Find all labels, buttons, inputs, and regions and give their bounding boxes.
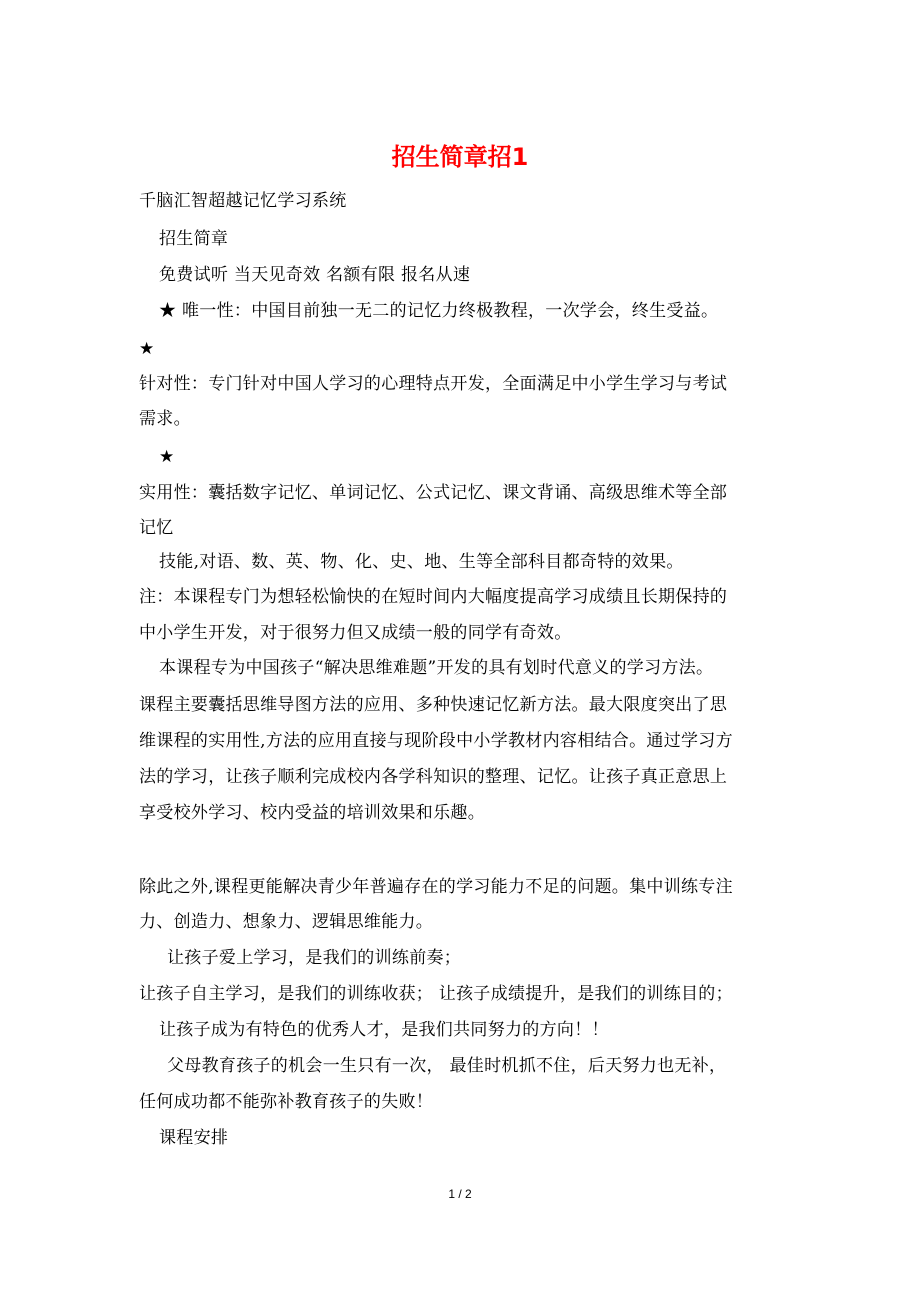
paragraph-line: 力、创造力、想象力、逻辑思维能力。 xyxy=(139,912,434,932)
paragraph-line: 记忆 xyxy=(139,518,174,538)
paragraph-line: 招生简章 xyxy=(159,229,229,249)
paragraph-line: 父母教育孩子的机会一生只有一次， 最佳时机抓不住，后天努力也无补， xyxy=(167,1056,727,1076)
paragraph-line: 让孩子爱上学习，是我们的训练前奏； xyxy=(167,948,462,968)
paragraph-line: 让孩子自主学习，是我们的训练收获； 让孩子成绩提升，是我们的训练目的； xyxy=(139,984,733,1004)
paragraph-line: 享受校外学习、校内受益的培训效果和乐趣。 xyxy=(139,803,485,823)
paragraph-line: 课程主要囊括思维导图方法的应用、多种快速记忆新方法。最大限度突出了思 xyxy=(139,695,728,715)
paragraph-line: ★ xyxy=(139,339,155,359)
paragraph-line: 实用性：囊括数字记忆、单词记忆、公式记忆、课文背诵、高级思维术等全部 xyxy=(139,483,728,503)
paragraph-line: 课程安排 xyxy=(159,1128,229,1148)
paragraph-line: 需求。 xyxy=(139,409,191,429)
paragraph-line: ★ xyxy=(159,447,175,467)
paragraph-line: 除此之外,课程更能解决青少年普遍存在的学习能力不足的问题。集中训练专注 xyxy=(139,877,733,897)
paragraph-line: 千脑汇智超越记忆学习系统 xyxy=(139,191,347,211)
paragraph-line: 免费试听 当天见奇效 名额有限 报名从速 xyxy=(159,265,471,285)
paragraph-line: 注：本课程专门为想轻松愉快的在短时间内大幅度提高学习成绩且长期保持的 xyxy=(139,587,728,607)
paragraph-line: 维课程的实用性,方法的应用直接与现阶段中小学教材内容相结合。通过学习方 xyxy=(139,731,733,751)
paragraph-line: ★ 唯一性：中国目前独一无二的记忆力终极教程，一次学会，终生受益。 xyxy=(159,301,719,321)
page-indicator: 1 / 2 xyxy=(448,1187,472,1201)
paragraph-line: 本课程专为中国孩子“解决思维难题”开发的具有划时代意义的学习方法。 xyxy=(159,658,714,678)
paragraph-line: 让孩子成为有特色的优秀人才，是我们共同努力的方向！！ xyxy=(159,1020,609,1040)
paragraph-line: 中小学生开发，对于很努力但又成绩一般的同学有奇效。 xyxy=(139,623,572,643)
paragraph-line: 任何成功都不能弥补教育孩子的失败！ xyxy=(139,1092,434,1112)
paragraph-line: 技能,对语、数、英、物、化、史、地、生等全部科目都奇特的效果。 xyxy=(159,552,684,572)
document-title: 招生简章招1 xyxy=(391,143,529,171)
paragraph-line: 法的学习，让孩子顺利完成校内各学科知识的整理、记忆。让孩子真正意思上 xyxy=(139,767,728,787)
paragraph-line: 针对性：专门针对中国人学习的心理特点开发，全面满足中小学生学习与考试 xyxy=(139,374,728,394)
